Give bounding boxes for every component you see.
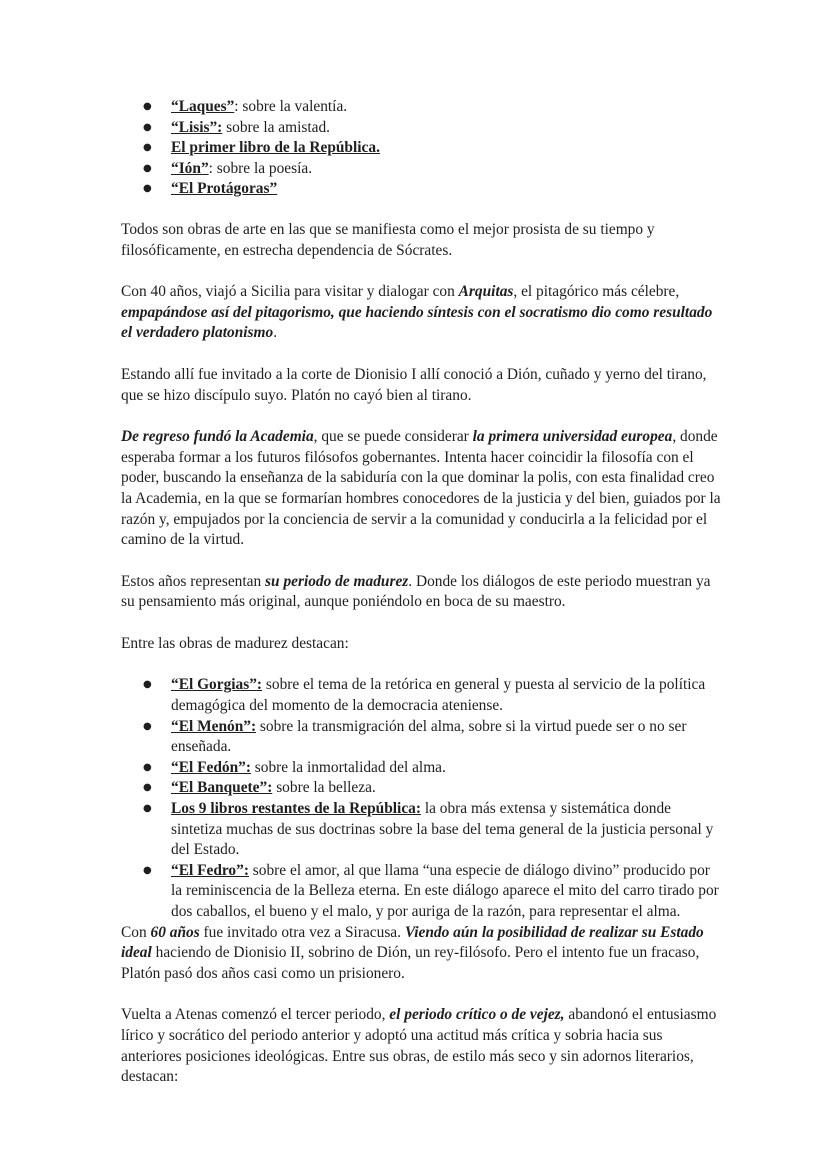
paragraph: Entre las obras de madurez destacan: (121, 634, 349, 652)
maturity-works-list (121, 675, 721, 922)
list-item: ● “Laques”: sobre la valentía. (121, 97, 721, 118)
paragraph: Vuelta a Atenas comenzó el tercer periodo, el periodo crítico o de vejez, abandonó el entusiasmo lírico y socrático del periodo anterior y adoptó una actitud más crítica y sobria hacia sus anteriores posiciones ideológicas. Entre sus obras, de estilo más seco y sin adornos literarios, destacan: (121, 1006, 717, 1086)
list-item: ● “El Protágoras” (121, 179, 721, 200)
paragraph: Estando allí fue invitado a la corte de Dionisio I allí conoció a Dión, cuñado y yerno del tirano, que se hizo discípulo suyo. Platón no cayó bien al tirano. (121, 365, 707, 404)
list-item: ● “El Menón”: sobre la transmigración del alma, sobre si la virtud puede ser o no ser enseñada. (121, 717, 721, 758)
list-item: ● “El Banquete”: sobre la belleza. (121, 778, 721, 799)
list-item: ● “El Fedro”: sobre el amor, al que llama “una especie de diálogo divino” producido por la reminiscencia de la Belleza eterna. En este diálogo aparece el mito del carro tirado por dos caballos, el bueno y el malo, y por auriga de la razón, para representar el alma. (121, 861, 721, 923)
list-item: ● “El Fedón”: sobre la inmortalidad del alma. (121, 758, 721, 779)
paragraph: Todos son obras de arte en las que se manifiesta como el mejor prosista de su tiempo y filosóficamente, en estrecha dependencia de Sócrates. (121, 220, 655, 259)
list-item: ● “El Gorgias”: sobre el tema de la retórica en general y puesta al servicio de la política demagógica del momento de la democracia ateniense. (121, 675, 721, 716)
paragraph: Con 60 años fue invitado otra vez a Siracusa. Viendo aún la posibilidad de realizar su Estado ideal haciendo de Dionisio II, sobrino de Dión, un rey-filósofo. Pero el intento fue un fracaso, Platón pasó dos años casi como un prisionero. (121, 923, 704, 982)
paragraph: De regreso fundó la Academia, que se puede considerar la primera universidad europea, donde esperaba formar a los futuros filósofos gobernantes. Intenta hacer coincidir la filosofía con el poder, buscando la enseñanza de la sabiduría con la que dominar la polis, con esta finalidad creo la Academia, en la que se formarían hombres conocedores de la justicia y del bien, guiados por la razón y, empujados por la conciencia de servir a la comunidad y conducirla a la felicidad por el camino de la virtud. (121, 428, 721, 549)
early-works-list (121, 97, 721, 200)
list-item: ● “Ión”: sobre la poesía. (121, 159, 721, 180)
document-body (121, 97, 721, 1088)
list-item: ● “Lisis”: sobre la amistad. (121, 118, 721, 139)
list-item: ● El primer libro de la República. (121, 138, 721, 159)
paragraph: Con 40 años, viajó a Sicilia para visitar y dialogar con Arquitas, el pitagórico más célebre, empapándose así del pitagorismo, que haciendo síntesis con el socratismo dio como resultado el verdadero platonismo. (121, 283, 713, 342)
list-item: ● Los 9 libros restantes de la República: la obra más extensa y sistemática donde sintetiza muchas de sus doctrinas sobre la base del tema general de la justicia personal y del Estado. (121, 799, 721, 861)
paragraph: Estos años representan su periodo de madurez. Donde los diálogos de este periodo muestran ya su pensamiento más original, aunque poniéndolo en boca de su maestro. (121, 572, 711, 611)
